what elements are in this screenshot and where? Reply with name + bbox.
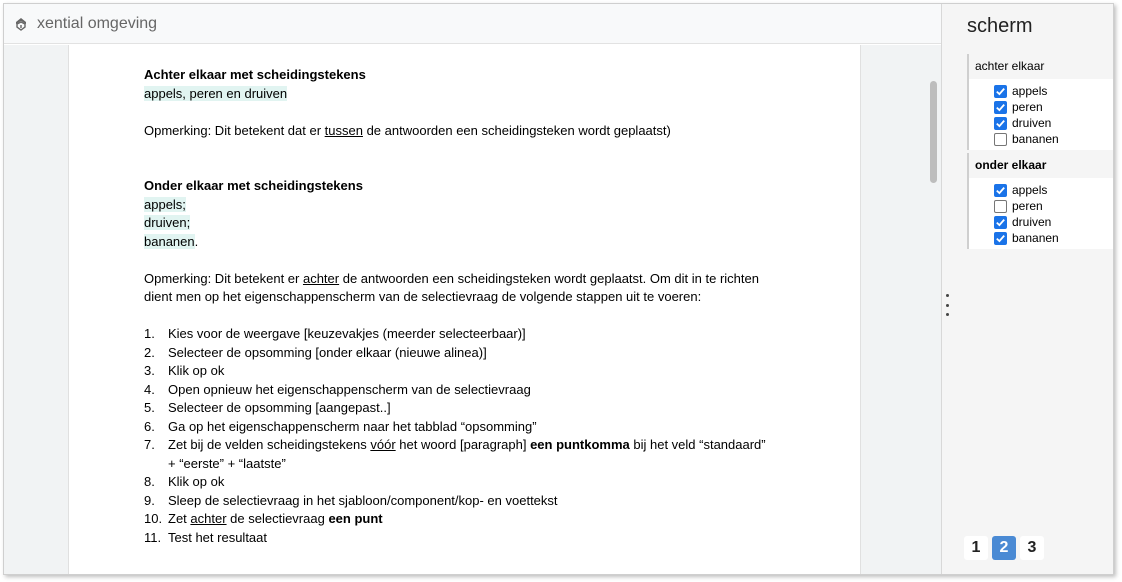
page-button-1[interactable]: 1 [964,536,988,560]
checkbox-label[interactable]: peren [1012,100,1043,114]
list-item: 4. Open opnieuw het eigenschappenscherm van de selectievraag [144,381,531,397]
checkbox-label[interactable]: appels [1012,183,1048,197]
checkbox-peren[interactable] [994,198,1113,214]
group-achter-elkaar [967,54,1113,150]
section2-note: Opmerking: Dit betekent er achter de antwoorden een scheidingsteken wordt geplaatst. Om dit in te richten dient men op het eigenschappenscherm van de selectievraag de volgende stappen uit te voeren: [144,270,759,304]
document-area[interactable] [4,45,941,575]
checkbox-label[interactable]: bananen [1012,132,1059,146]
checkbox-bananen[interactable] [994,131,1113,147]
list-item: 6. Ga op het eigenschappenscherm naar het tabblad “opsomming” [144,418,537,434]
document-page[interactable] [68,45,861,575]
drag-handle-icon[interactable] [944,294,950,316]
checkbox-checked-icon[interactable] [994,85,1007,98]
checkbox-label[interactable]: druiven [1012,215,1052,229]
list-item: 7. Zet bij de velden scheidingstekens vóór het woord [paragraph] een puntkomma bij het veld “standaard” + “eerste” + “laatste” [144,437,766,471]
page-button-2[interactable]: 2 [992,536,1016,560]
list-item: 2. Selecteer de opsomming [onder elkaar (nieuwe alinea)] [144,344,487,360]
section2-value-line: bananen [144,233,195,249]
checkbox-label[interactable]: bananen [1012,231,1059,245]
checkbox-label[interactable]: peren [1012,199,1043,213]
app-header [4,4,941,44]
checkbox-checked-icon[interactable] [994,232,1007,245]
checkbox-appels[interactable] [994,83,1113,99]
list-item: 9. Sleep de selectievraag in het sjabloon/component/kop- en voettekst [144,492,558,508]
steps-list [144,325,804,547]
app-window [3,3,1114,575]
document-content [144,66,804,547]
list-item: 8. Klik op ok [144,474,225,489]
checkbox-druiven[interactable] [994,115,1113,131]
group-label: achter elkaar [969,54,1113,79]
section2-values[interactable]: appels; druiven; bananen. [144,196,199,249]
page-button-3[interactable]: 3 [1020,536,1044,560]
xential-logo-icon [12,15,30,33]
side-panel [941,4,1114,575]
app-title: xential omgeving [37,14,158,32]
checkbox-peren[interactable] [994,99,1113,115]
list-item: 5. Selecteer de opsomming [aangepast..] [144,400,391,415]
section1-note: Opmerking: Dit betekent dat er tussen de antwoorden een scheidingsteken wordt geplaatst) [144,122,671,138]
group-onder-elkaar [967,153,1113,249]
scrollbar-thumb[interactable] [930,81,937,183]
document-scrollbar[interactable] [927,45,941,575]
section2-heading: Onder elkaar met scheidingstekens [144,178,363,193]
checkbox-checked-icon[interactable] [994,101,1007,114]
list-item: 10. Zet achter de selectievraag een punt [144,511,383,526]
checkbox-label[interactable]: druiven [1012,116,1052,130]
panel-title: scherm [967,15,1033,37]
checkbox-checked-icon[interactable] [994,216,1007,229]
section1-value[interactable]: appels, peren en druiven [144,85,288,101]
checkbox-druiven[interactable] [994,214,1113,230]
list-item: 1. Kies voor de weergave [keuzevakjes (meerder selecteerbaar)] [144,326,526,341]
checkbox-checked-icon[interactable] [994,184,1007,197]
pagination [964,536,1044,560]
checkbox-label[interactable]: appels [1012,84,1048,98]
checkbox-checked-icon[interactable] [994,117,1007,130]
group-label: onder elkaar [969,153,1113,178]
checkbox-unchecked-icon[interactable] [994,133,1007,146]
section1-heading: Achter elkaar met scheidingstekens [144,67,366,82]
list-item: 11. Test het resultaat [144,529,267,545]
list-item: 3. Klik op ok [144,363,225,378]
checkbox-unchecked-icon[interactable] [994,200,1007,213]
section2-value-line: druiven; [144,215,191,230]
checkbox-appels[interactable] [994,182,1113,198]
checkbox-bananen[interactable] [994,230,1113,246]
section2-value-line: appels; [144,196,186,212]
